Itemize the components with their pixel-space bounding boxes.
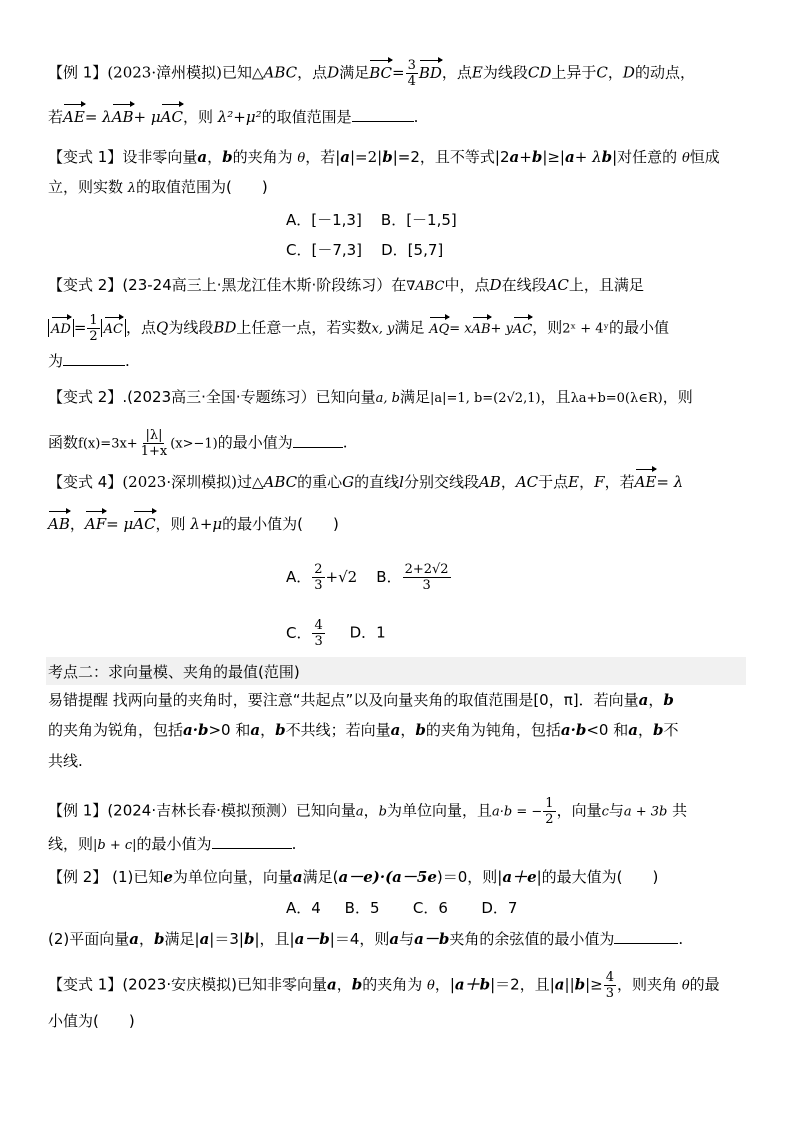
example1-line1: 【例 1】(2023·漳州模拟)已知△ABC，点D满足BC= $\frac{3}{4}$ BD，点E为线段CD上异于C，D的动点， [48, 58, 695, 89]
option-a[interactable]: A．4 [286, 899, 321, 917]
example-tag: 【例 1】 [48, 63, 108, 82]
option-b[interactable]: B． $\frac{2+2√2}{3}$ [376, 562, 449, 593]
example2-line3: (2)平面向量a，b满足|a|＝3|b|，且|a－b|＝4，则a与a－b夹角的余弦值的最小值为 . [48, 930, 684, 948]
option-d[interactable]: D．1 [349, 623, 386, 642]
variant3-line2: 函数f(x)=3x+ $\frac{|\lambda|}{1+x}$ (x>−1)的最小值为 . [48, 428, 348, 459]
option-d[interactable]: D．[5,7] [381, 241, 444, 259]
option-a[interactable]: A．[－1,3] [286, 211, 362, 229]
answer-blank[interactable] [614, 929, 678, 944]
tip-line3: 共线. [48, 752, 83, 770]
option-c[interactable]: C．[－7,3] [286, 241, 363, 259]
variant5-line1: 【变式 1】(2023·安庆模拟)已知非零向量a，b的夹角为 θ，|a＋b|＝2，且|a||b|≥ $\frac{4}{3}$ ，则夹角 θ的最 [48, 970, 720, 1001]
option-b[interactable]: B．5 [344, 899, 380, 917]
answer-blank[interactable] [293, 433, 343, 448]
vector-bc: BC [369, 63, 392, 82]
variant1-options-cd [286, 240, 443, 260]
answer-blank[interactable] [212, 834, 292, 849]
option-c[interactable]: C． $\frac{4}{3}$ [286, 618, 323, 649]
example2-options [286, 898, 517, 918]
tip-line2: 的夹角为锐角，包括a·b>0 和a，b不共线；若向量a，b的夹角为钝角，包括a·b<0 和a，b不 [48, 721, 679, 739]
option-a[interactable]: A． $\frac{2}{3}$ +√2 [286, 562, 358, 593]
variant4-options-ab [286, 562, 452, 593]
fraction: $\frac{3}{4}$ [407, 58, 416, 89]
answer-blank[interactable] [63, 351, 125, 366]
variant3-line1: 【变式 2】.(2023高三·全国·专题练习）已知向量a, b满足|a|=1, b=(2√2,1)，且λa+b=0(λ∈R)，则 [48, 388, 693, 406]
example2-line1: 【例 2】 (1)已知e为单位向量，向量a满足(a－e)·(a－5e)＝0，则|a＋e|的最大值为( ) [48, 868, 659, 886]
example1b-line1: 【例 1】(2024·吉林长春·模拟预测）已知向量a，b为单位向量，且a·b = − $\frac{1}{2}$ ，向量c与a + 3b 共 [48, 796, 688, 827]
variant1-line2: 立，则实数 λ的取值范围为( ) [48, 178, 268, 196]
section-title: 考点二：求向量模、夹角的最值(范围) [48, 663, 300, 681]
variant2-line2: AD = $\frac{1}{2}$ AC ，点Q为线段BD上任意一点，若实数x, y满足 AQ= xAB+ yAC，则2ˣ + 4ʸ的最小值 [48, 313, 669, 344]
variant1-line1: 【变式 1】设非零向量a，b的夹角为 θ，若|a|=2|b|=2，且不等式|2a+b|≥|a+ λb|对任意的 θ恒成 [48, 148, 720, 166]
option-b[interactable]: B．[－1,5] [380, 211, 457, 229]
example1-line2: 若AE= λAB+ μAC，则 λ²+μ²的取值范围是 . [48, 108, 419, 126]
variant4-line2: AB，AF= μAC，则 λ+μ的最小值为( ) [48, 515, 339, 533]
tip-line1: 易错提醒 找两向量的夹角时，要注意“共起点”以及向量夹角的取值范围是[0，π]．若向量a，b [48, 691, 674, 709]
variant2-line1: 【变式 2】(23-24高三上·黑龙江佳木斯·阶段练习）在∇ABC中，点D在线段AC上，且满足 [48, 276, 644, 294]
option-d[interactable]: D．7 [481, 899, 518, 917]
variant2-line3: 为 . [48, 352, 130, 370]
answer-blank[interactable] [352, 107, 414, 122]
section-header [46, 657, 746, 685]
example1b-line2: 线，则|b + c|的最小值为 . [48, 835, 297, 853]
variant5-line2: 小值为( ) [48, 1012, 135, 1030]
variant4-line1: 【变式 4】(2023·深圳模拟)过△ABC的重心G的直线l分别交线段AB，AC于点E，F，若AE= λ [48, 473, 684, 491]
vector-bd: BD [418, 63, 442, 82]
option-c[interactable]: C．6 [412, 899, 448, 917]
variant1-options-ab [286, 210, 457, 230]
variant4-options-cd [286, 618, 386, 649]
